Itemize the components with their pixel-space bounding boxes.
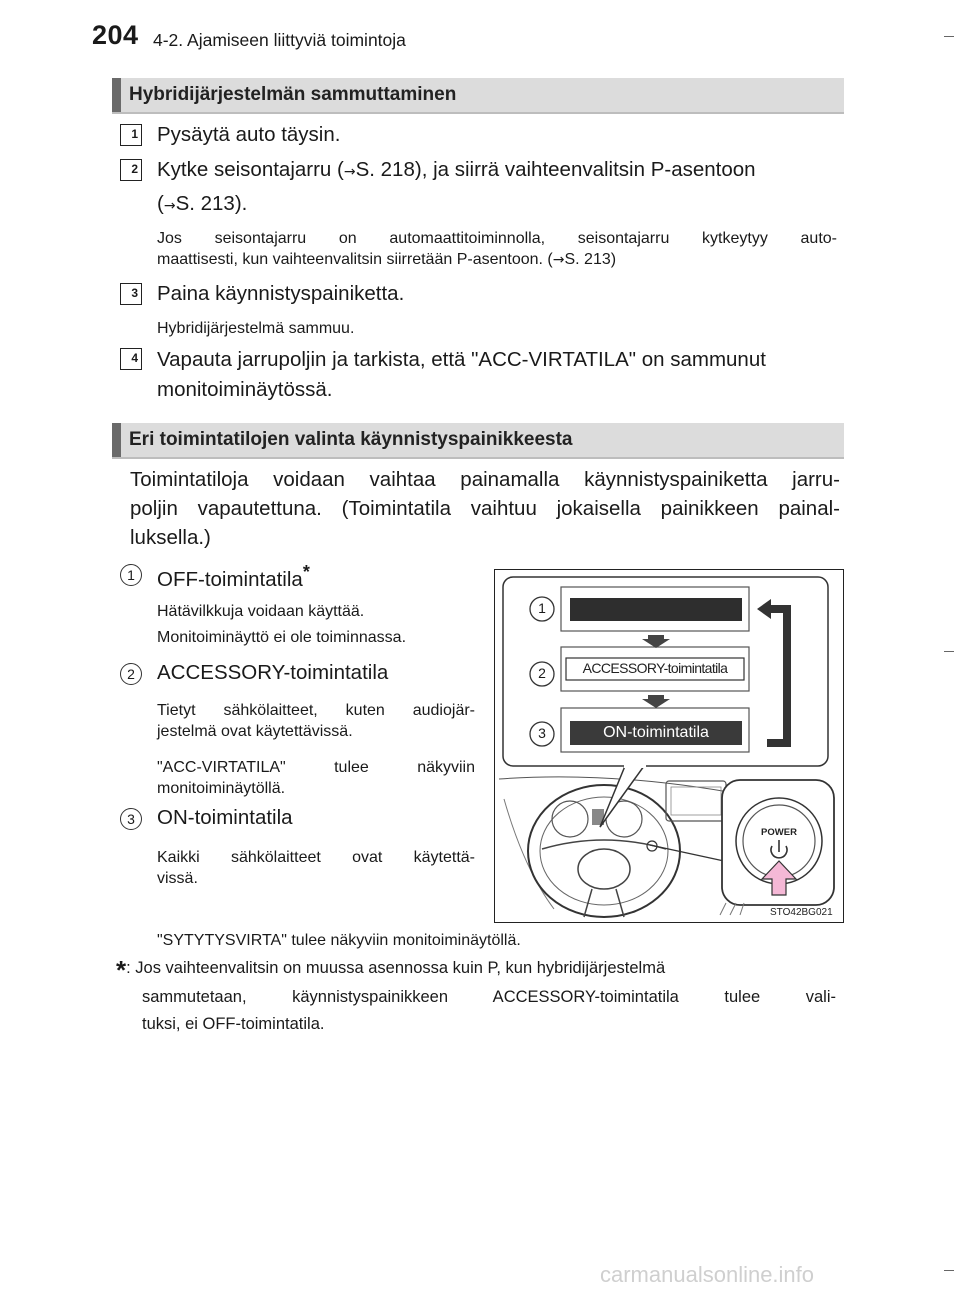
mode-number: 3: [120, 808, 142, 830]
figure-label: 3: [538, 725, 546, 741]
step-text: [157, 155, 847, 221]
intro-line: luksella.): [130, 526, 211, 549]
section-header: [112, 423, 844, 459]
section-accent: [112, 78, 121, 112]
mode-title: ACCESSORY-toimintatila: [157, 661, 389, 684]
section-title: Eri toimintatilojen valinta käynnistyspainikkeesta: [129, 429, 573, 450]
note-line: "ACC-VIRTATILA" tulee näkyviin: [157, 759, 475, 776]
off-display: [570, 598, 742, 621]
crop-mark: [944, 36, 954, 37]
footnote-star: *: [302, 562, 310, 582]
mode-note: "SYTYTYSVIRTA" tulee näkyviin monitoiminäytöllä.: [157, 932, 521, 949]
text: S. 213): [564, 251, 617, 268]
note-line: Kaikki sähkölaitteet ovat käytettä-: [157, 849, 475, 866]
note-line: monitoiminäytöllä.: [157, 780, 286, 797]
mode-title: ON-toimintatila: [157, 806, 293, 829]
mode-note: Hätävilkkuja voidaan käyttää.: [157, 603, 365, 620]
on-display-label: ON-toimintatila: [603, 724, 709, 741]
power-mode-illustration: [494, 569, 844, 923]
accessory-display-label: ACCESSORY-toimintatila: [582, 660, 728, 676]
step-line: Pysäytä auto täysin.: [157, 123, 341, 146]
note-line: vissä.: [157, 870, 198, 887]
text: S. 218), ja siirrä vaihteenvalitsin P-asentoon: [355, 158, 756, 181]
note-line: [157, 249, 837, 271]
step-note: [157, 228, 837, 271]
intro-paragraph: [130, 465, 840, 552]
figure-label: 1: [538, 600, 546, 616]
footnote: [116, 955, 836, 1038]
note-line: jestelmä ovat käytettävissä.: [157, 723, 353, 740]
step-line: [157, 155, 847, 187]
mode-number: 2: [120, 663, 142, 685]
intro-line: poljin vapautettuna. (Toimintatila vaihtuu jokaisella painikkeen painal-: [130, 497, 840, 520]
footnote-line: sammutetaan, käynnistyspainikkeen ACCESSORY-toimintatila tulee vali-: [142, 988, 836, 1006]
arrow-ref-icon: →: [163, 198, 176, 214]
page-number: 204: [92, 20, 139, 50]
text: : Jos vaihteenvalitsin on muussa asennossa kuin P, kun hybridijärjestelmä: [126, 959, 666, 977]
text: maattisesti, kun vaihteenvalitsin siirretään P-asentoon. (: [157, 251, 553, 268]
mode-note: [157, 757, 475, 799]
step-number: 1: [120, 124, 142, 146]
footnote-star: *: [116, 955, 127, 985]
note-line: Jos seisontajarru on automaattitoiminnolla, seisontajarru kytkeytyy auto-: [157, 230, 837, 247]
intro-line: Toimintatiloja voidaan vaihtaa painamalla käynnistyspainiketta jarru-: [130, 468, 840, 491]
section-title: Hybridijärjestelmän sammuttaminen: [129, 84, 457, 105]
section-header: [112, 78, 844, 114]
crop-mark: [944, 1270, 954, 1271]
step-note: Hybridijärjestelmä sammuu.: [157, 320, 355, 337]
note-line: Tietyt sähkölaitteet, kuten audiojär-: [157, 702, 475, 719]
text: (: [157, 192, 164, 215]
step-line: monitoiminäytössä.: [157, 378, 333, 401]
step-number: 2: [120, 159, 142, 181]
step-text: [157, 345, 766, 405]
mode-note: [157, 847, 475, 889]
footnote-line: tuksi, ei OFF-toimintatila.: [142, 1015, 325, 1033]
footnote-line: [116, 955, 836, 984]
arrow-ref-icon: →: [552, 252, 565, 268]
mode-title: [157, 562, 310, 592]
mode-note: Monitoiminäyttö ei ole toiminnassa.: [157, 629, 407, 646]
chapter-title: 4-2. Ajamiseen liittyviä toimintoja: [153, 30, 406, 50]
step-line: [157, 189, 847, 221]
power-label: POWER: [761, 827, 797, 838]
text: OFF-toimintatila: [157, 567, 303, 591]
illustration-svg: [494, 569, 844, 923]
section-accent: [112, 423, 121, 457]
text: Kytke seisontajarru (: [157, 158, 344, 181]
mode-note: [157, 700, 475, 742]
crop-mark: [944, 651, 954, 652]
mode-number: 1: [120, 564, 142, 586]
figure-label: 2: [538, 665, 546, 681]
step-number: 3: [120, 283, 142, 305]
figure-code: STO42BG021: [770, 907, 833, 918]
step-text: Paina käynnistyspainiketta.: [157, 282, 405, 305]
step-number: 4: [120, 348, 142, 370]
text: S. 213).: [175, 192, 248, 215]
step-text: [157, 120, 340, 150]
arrow-ref-icon: →: [343, 164, 356, 180]
step-line: Vapauta jarrupoljin ja tarkista, että "ACC-VIRTATILA" on sammunut: [157, 348, 766, 371]
watermark: carmanualsonline.info: [600, 1262, 815, 1287]
